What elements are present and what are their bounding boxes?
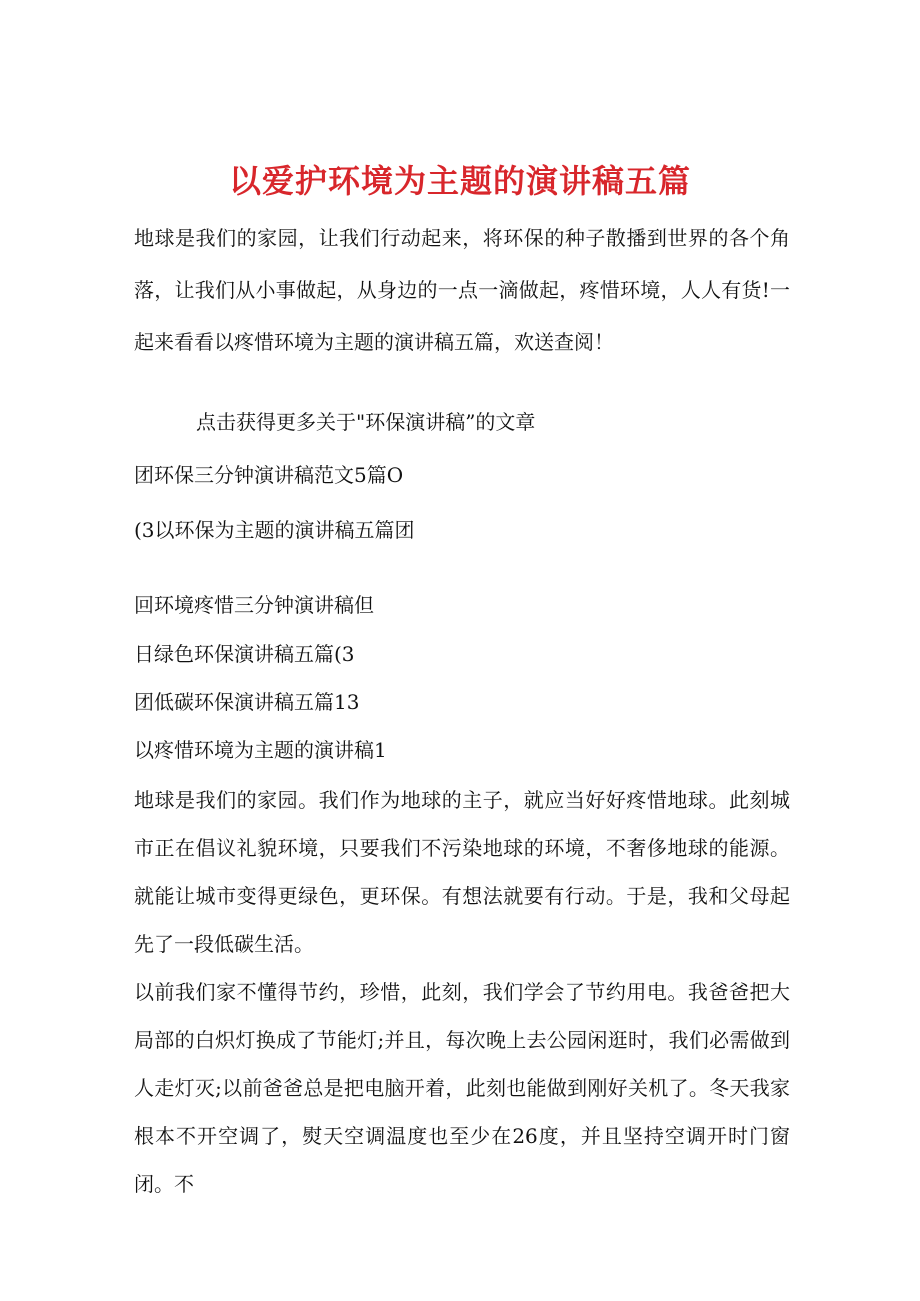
body-section: [134, 776, 790, 1208]
body-paragraph-1: 地球是我们的家园。我们作为地球的主子，就应当好好疼惜地球。此刻城市正在倡议礼貌环境，只要我们不污染地球的环境，不奢侈地球的能源。就能让城市变得更绿色，更环保。有想法就要有行动。于是，我和父母起先了一段低碳生活。: [134, 788, 790, 956]
toc-item-2[interactable]: (3以环保为主题的演讲稿五篇团: [134, 518, 415, 542]
intro-section: [134, 212, 790, 368]
toc-item-4[interactable]: 日绿色环保演讲稿五篇(3: [134, 642, 355, 666]
section-heading: 以疼惜环境为主题的演讲稿1: [134, 738, 387, 762]
toc-item-3[interactable]: 回环境疼惜三分钟演讲稿但: [134, 593, 374, 617]
body-paragraph-2: 以前我们家不懂得节约，珍惜，此刻，我们学会了节约用电。我爸爸把大局部的白炽灯换成了节能灯;并且，每次晚上去公园闲逛时，我们必需做到人走灯灭;以前爸爸总是把电脑开着，此刻也能做到刚好关机了。冬天我家根本不开空调了，熨天空调温度也至少在26度，并且坚持空调开时门窗闭。不: [134, 980, 790, 1196]
toc-item-5[interactable]: 团低碳环保演讲稿五篇13: [134, 690, 360, 714]
related-articles-link[interactable]: 点击获得更多关于"环保演讲稿”的文章: [196, 410, 536, 434]
document-title: 以爱护环境为主题的演讲稿五篇: [228, 162, 691, 201]
toc-item-1[interactable]: 团环保三分钟演讲稿范文5篇O: [134, 463, 404, 487]
intro-paragraph: 地球是我们的家园，让我们行动起来，将环保的种子散播到世界的各个角落，让我们从小事做起，从身边的一点一滴做起，疼惜环境，人人有货!一起来看看以疼惜环境为主题的演讲稿五篇，欢送查阅！: [134, 226, 790, 354]
